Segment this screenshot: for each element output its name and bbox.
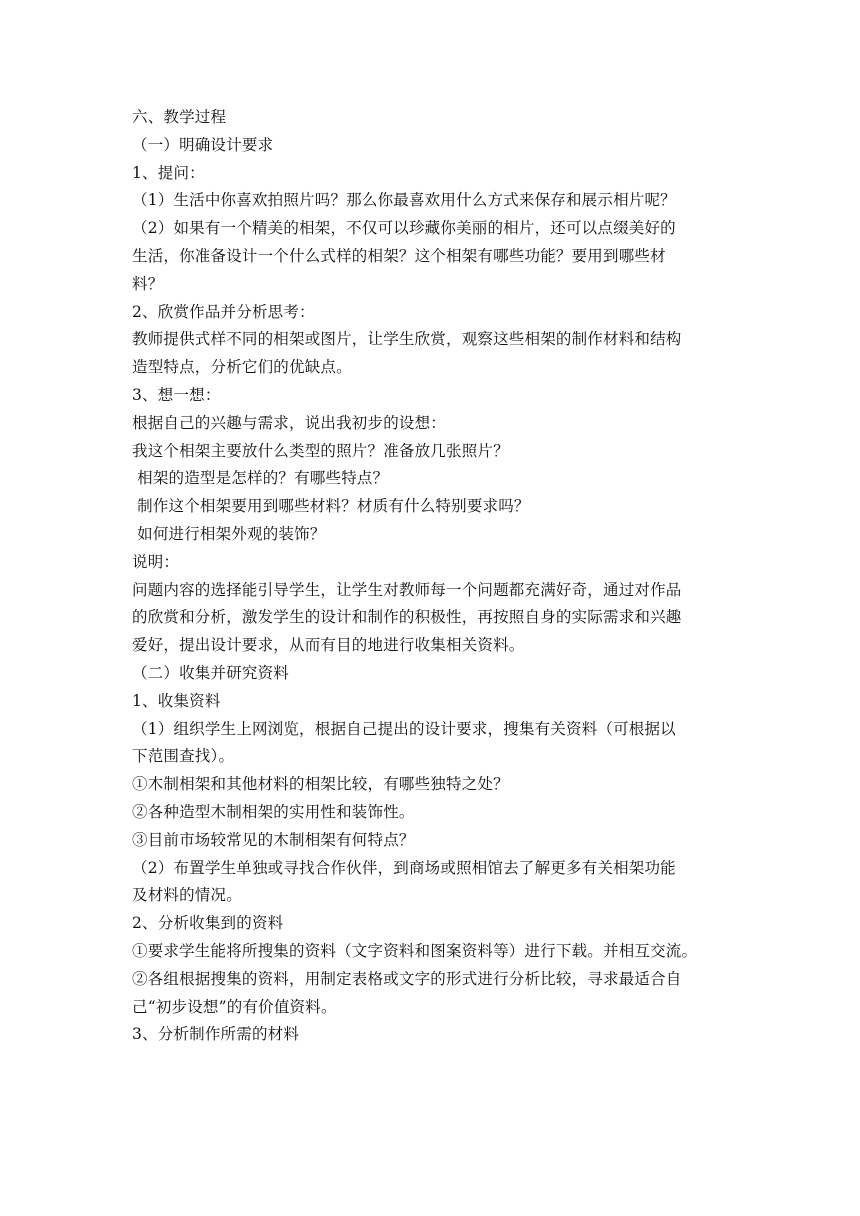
item-heading-analyze: 2、分析收集到的资料: [132, 914, 284, 933]
paragraph-line: 造型特点，分析它们的优缺点。: [132, 358, 352, 377]
paragraph-line: 己“初步设想”的有价值资料。: [132, 997, 337, 1016]
note-heading: 说明：: [132, 552, 180, 571]
subsection-heading-collect-materials: （二）收集并研究资料: [132, 663, 290, 682]
document-body: [132, 104, 732, 1049]
list-item: ①要求学生能将所搜集的资料（文字资料和图案资料等）进行下载。并相互交流。: [132, 941, 698, 960]
item-heading-appreciate: 2、欣赏作品并分析思考：: [132, 302, 315, 321]
paragraph-line: 问题内容的选择能引导学生，让学生对教师每一个问题都充满好奇，通过对作品: [132, 580, 682, 599]
list-item: ③目前市场较常见的木制相架有何特点？: [132, 830, 415, 849]
paragraph-line: 及材料的情况。: [132, 886, 242, 905]
paragraph-line: 相架的造型是怎样的？有哪些特点？: [132, 469, 389, 488]
paragraph-line: （1）生活中你喜欢拍照片吗？那么你最喜欢用什么方式来保存和展示相片呢？: [132, 191, 676, 210]
subsection-heading-design-requirements: （一）明确设计要求: [132, 135, 274, 154]
paragraph-line: （1）组织学生上网浏览，根据自己提出的设计要求，搜集有关资料（可根据以: [132, 719, 676, 738]
item-heading-think: 3、想一想：: [132, 385, 221, 404]
section-heading-teaching-process: 六、教学过程: [132, 108, 227, 126]
item-heading-questions: 1、提问：: [132, 163, 205, 182]
paragraph-line: （2）布置学生单独或寻找合作伙伴，到商场或照相馆去了解更多有关相架功能: [132, 858, 676, 877]
paragraph-line: 我这个相架主要放什么类型的照片？准备放几张照片？: [132, 441, 509, 460]
paragraph-line: 爱好，提出设计要求，从而有目的地进行收集相关资料。: [132, 636, 525, 655]
list-item: ②各组根据搜集的资料，用制定表格或文字的形式进行分析比较，寻求最适合自: [132, 969, 682, 988]
item-heading-collect: 1、收集资料: [132, 691, 221, 710]
paragraph-line: 制作这个相架要用到哪些材料？材质有什么特别要求吗？: [132, 497, 530, 516]
paragraph-line: 教师提供式样不同的相架或图片，让学生欣赏，观察这些相架的制作材料和结构: [132, 330, 682, 349]
item-heading-materials: 3、分析制作所需的材料: [132, 1025, 300, 1044]
paragraph-line: 生活，你准备设计一个什么式样的相架？这个相架有哪些功能？要用到哪些材: [132, 246, 666, 265]
paragraph-line: 如何进行相架外观的装饰？: [132, 524, 326, 543]
paragraph-line: （2）如果有一个精美的相架，不仅可以珍藏你美丽的相片，还可以点缀美好的: [132, 219, 676, 238]
paragraph-line: 根据自己的兴趣与需求，说出我初步的设想：: [132, 413, 447, 432]
paragraph-line: 下范围查找）。: [132, 747, 235, 766]
paragraph-line: 的欣赏和分析，激发学生的设计和制作的积极性，再按照自身的实际需求和兴趣: [132, 608, 682, 627]
list-item: ②各种造型木制相架的实用性和装饰性。: [132, 802, 415, 821]
list-item: ①木制相架和其他材料的相架比较，有哪些独特之处？: [132, 775, 509, 794]
paragraph-line: 料？: [132, 274, 164, 293]
